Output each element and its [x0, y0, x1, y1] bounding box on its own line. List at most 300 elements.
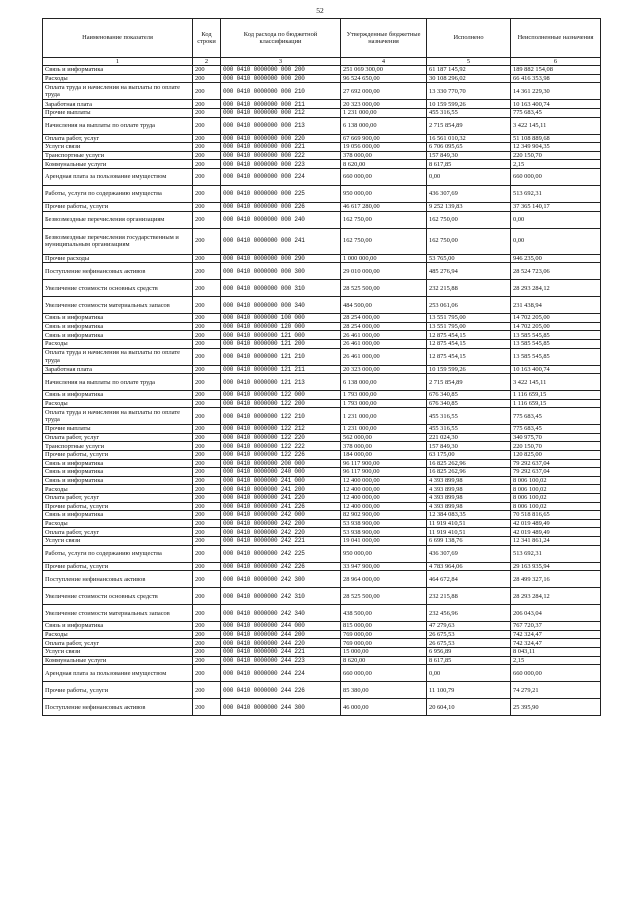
cell-expense-code: 000 0410 0000000 122 222	[221, 442, 341, 451]
table-row	[43, 339, 601, 348]
cell-line-code: 200	[193, 665, 221, 682]
cell-expense-code: 000 0410 0000000 121 210	[221, 348, 341, 365]
cell-line-code: 200	[193, 408, 221, 425]
cell-unexecuted-amount: 51 108 889,68	[511, 134, 601, 143]
cell-approved-amount: 26 461 000,00	[341, 348, 427, 365]
table-row	[43, 399, 601, 408]
cell-approved-amount: 438 500,00	[341, 605, 427, 622]
cell-expense-code: 000 0410 0000000 120 000	[221, 322, 341, 331]
cell-unexecuted-amount: 42 019 489,49	[511, 519, 601, 528]
cell-indicator-name: Оплата работ, услуг	[43, 433, 193, 442]
cell-approved-amount: 8 620,00	[341, 160, 427, 169]
cell-unexecuted-amount: 513 692,31	[511, 545, 601, 562]
cell-line-code: 200	[193, 468, 221, 477]
cell-expense-code: 000 0410 0000000 242 226	[221, 562, 341, 571]
cell-line-code: 200	[193, 108, 221, 117]
cell-executed-amount: 63 175,00	[427, 451, 511, 460]
cell-expense-code: 000 0410 0000000 000 213	[221, 117, 341, 134]
cell-line-code: 200	[193, 66, 221, 75]
cell-indicator-name: Арендная плата за пользование имуществом	[43, 168, 193, 185]
cell-unexecuted-amount: 220 150,70	[511, 442, 601, 451]
cell-line-code: 200	[193, 699, 221, 716]
cell-approved-amount: 85 380,00	[341, 682, 427, 699]
cell-unexecuted-amount: 742 324,47	[511, 639, 601, 648]
cell-approved-amount: 46 000,00	[341, 699, 427, 716]
cell-approved-amount: 19 056 000,00	[341, 143, 427, 152]
table-row	[43, 562, 601, 571]
table-row	[43, 502, 601, 511]
cell-expense-code: 000 0410 0000000 121 211	[221, 365, 341, 374]
table-row	[43, 211, 601, 228]
cell-executed-amount: 232 456,96	[427, 605, 511, 622]
cell-executed-amount: 676 340,85	[427, 399, 511, 408]
cell-indicator-name: Прочие работы, услуги	[43, 202, 193, 211]
cell-unexecuted-amount: 513 692,31	[511, 185, 601, 202]
table-row	[43, 365, 601, 374]
cell-line-code: 200	[193, 425, 221, 434]
cell-line-code: 200	[193, 348, 221, 365]
cell-unexecuted-amount: 29 163 935,94	[511, 562, 601, 571]
cell-indicator-name: Оплата работ, услуг	[43, 494, 193, 503]
cell-line-code: 200	[193, 622, 221, 631]
cell-indicator-name: Услуги связи	[43, 143, 193, 152]
cell-unexecuted-amount: 13 585 545,85	[511, 339, 601, 348]
cell-executed-amount: 157 849,30	[427, 442, 511, 451]
table-row	[43, 100, 601, 109]
cell-unexecuted-amount: 231 438,94	[511, 297, 601, 314]
cell-approved-amount: 53 938 900,00	[341, 519, 427, 528]
cell-expense-code: 000 0410 0000000 000 200	[221, 74, 341, 83]
cell-indicator-name: Прочие работы, услуги	[43, 451, 193, 460]
table-row	[43, 494, 601, 503]
cell-unexecuted-amount: 120 825,00	[511, 451, 601, 460]
cell-executed-amount: 4 393 899,98	[427, 476, 511, 485]
cell-unexecuted-amount: 79 292 637,04	[511, 468, 601, 477]
cell-approved-amount: 53 938 900,00	[341, 528, 427, 537]
cell-indicator-name: Расходы	[43, 339, 193, 348]
cell-executed-amount: 12 384 083,35	[427, 511, 511, 520]
cell-expense-code: 000 0410 0000000 000 200	[221, 66, 341, 75]
cell-executed-amount: 8 617,85	[427, 656, 511, 665]
cell-unexecuted-amount: 2,15	[511, 160, 601, 169]
table-body	[43, 66, 601, 716]
cell-executed-amount: 157 849,30	[427, 151, 511, 160]
cell-unexecuted-amount: 220 150,70	[511, 151, 601, 160]
cell-line-code: 200	[193, 160, 221, 169]
cell-line-code: 200	[193, 134, 221, 143]
cell-expense-code: 000 0410 0000000 244 200	[221, 630, 341, 639]
cell-executed-amount: 13 551 795,00	[427, 314, 511, 323]
column-number: 3	[221, 58, 341, 66]
cell-indicator-name: Увеличение стоимости материальных запасов	[43, 297, 193, 314]
cell-indicator-name: Связь и информатика	[43, 468, 193, 477]
cell-line-code: 200	[193, 476, 221, 485]
cell-approved-amount: 12 400 000,00	[341, 502, 427, 511]
cell-indicator-name: Прочие работы, услуги	[43, 502, 193, 511]
table-row	[43, 374, 601, 391]
cell-approved-amount: 19 041 000,00	[341, 537, 427, 546]
cell-indicator-name: Поступление нефинансовых активов	[43, 699, 193, 716]
cell-indicator-name: Прочие выплаты	[43, 108, 193, 117]
table-row	[43, 185, 601, 202]
table-row	[43, 254, 601, 263]
cell-approved-amount: 1 231 000,00	[341, 408, 427, 425]
cell-unexecuted-amount: 42 019 489,49	[511, 528, 601, 537]
cell-line-code: 200	[193, 545, 221, 562]
table-row	[43, 322, 601, 331]
table-row	[43, 485, 601, 494]
table-row	[43, 665, 601, 682]
header-executed: Исполнено	[427, 19, 511, 58]
cell-unexecuted-amount: 660 000,00	[511, 168, 601, 185]
cell-indicator-name: Оплата работ, услуг	[43, 639, 193, 648]
cell-line-code: 200	[193, 494, 221, 503]
cell-executed-amount: 6 699 138,76	[427, 537, 511, 546]
cell-unexecuted-amount: 10 163 400,74	[511, 365, 601, 374]
cell-line-code: 200	[193, 263, 221, 280]
budget-execution-table	[42, 18, 601, 716]
cell-unexecuted-amount: 2,15	[511, 656, 601, 665]
cell-unexecuted-amount: 742 324,47	[511, 630, 601, 639]
table-row	[43, 314, 601, 323]
cell-executed-amount: 26 675,53	[427, 639, 511, 648]
cell-indicator-name: Прочие выплаты	[43, 425, 193, 434]
cell-line-code: 200	[193, 391, 221, 400]
cell-approved-amount: 96 117 900,00	[341, 459, 427, 468]
cell-unexecuted-amount: 10 163 400,74	[511, 100, 601, 109]
cell-expense-code: 000 0410 0000000 122 210	[221, 408, 341, 425]
cell-executed-amount: 436 307,69	[427, 545, 511, 562]
cell-expense-code: 000 0410 0000000 241 220	[221, 494, 341, 503]
header-approved: Утвержденные бюджетные назначения	[341, 19, 427, 58]
cell-indicator-name: Связь и информатика	[43, 476, 193, 485]
cell-approved-amount: 46 617 280,00	[341, 202, 427, 211]
cell-unexecuted-amount: 0,00	[511, 228, 601, 254]
table-row	[43, 459, 601, 468]
cell-approved-amount: 6 138 000,00	[341, 374, 427, 391]
cell-executed-amount: 10 159 599,26	[427, 100, 511, 109]
cell-approved-amount: 950 000,00	[341, 185, 427, 202]
cell-expense-code: 000 0410 0000000 242 200	[221, 519, 341, 528]
cell-expense-code: 000 0410 0000000 241 200	[221, 485, 341, 494]
cell-line-code: 200	[193, 451, 221, 460]
cell-executed-amount: 4 393 899,98	[427, 502, 511, 511]
cell-executed-amount: 485 276,94	[427, 263, 511, 280]
cell-line-code: 200	[193, 656, 221, 665]
table-row	[43, 74, 601, 83]
cell-line-code: 200	[193, 682, 221, 699]
table-row	[43, 228, 601, 254]
cell-approved-amount: 28 254 000,00	[341, 322, 427, 331]
cell-executed-amount: 0,00	[427, 168, 511, 185]
cell-unexecuted-amount: 3 422 145,11	[511, 374, 601, 391]
cell-unexecuted-amount: 28 293 284,12	[511, 588, 601, 605]
cell-line-code: 200	[193, 459, 221, 468]
cell-approved-amount: 378 000,00	[341, 442, 427, 451]
header-row	[43, 19, 601, 58]
column-number: 4	[341, 58, 427, 66]
cell-approved-amount: 660 000,00	[341, 665, 427, 682]
cell-executed-amount: 12 875 454,15	[427, 348, 511, 365]
cell-executed-amount: 16 561 010,32	[427, 134, 511, 143]
cell-indicator-name: Услуги связи	[43, 537, 193, 546]
cell-unexecuted-amount: 79 292 637,04	[511, 459, 601, 468]
cell-expense-code: 000 0410 0000000 244 223	[221, 656, 341, 665]
cell-line-code: 200	[193, 442, 221, 451]
cell-executed-amount: 455 316,55	[427, 108, 511, 117]
cell-approved-amount: 162 750,00	[341, 211, 427, 228]
cell-indicator-name: Арендная плата за пользование имуществом	[43, 665, 193, 682]
cell-expense-code: 000 0410 0000000 000 225	[221, 185, 341, 202]
cell-unexecuted-amount: 70 518 816,65	[511, 511, 601, 520]
cell-approved-amount: 1 000 000,00	[341, 254, 427, 263]
cell-line-code: 200	[193, 639, 221, 648]
cell-indicator-name: Заработная плата	[43, 365, 193, 374]
cell-executed-amount: 11 919 410,51	[427, 528, 511, 537]
cell-line-code: 200	[193, 254, 221, 263]
column-number: 2	[193, 58, 221, 66]
cell-expense-code: 000 0410 0000000 000 212	[221, 108, 341, 117]
table-row	[43, 408, 601, 425]
cell-expense-code: 000 0410 0000000 122 220	[221, 433, 341, 442]
cell-indicator-name: Безвозмездные перечисления государственным и муниципальным организациям	[43, 228, 193, 254]
cell-indicator-name: Работы, услуги по содержанию имущества	[43, 545, 193, 562]
cell-expense-code: 000 0410 0000000 121 213	[221, 374, 341, 391]
cell-line-code: 200	[193, 228, 221, 254]
cell-executed-amount: 20 604,10	[427, 699, 511, 716]
cell-indicator-name: Связь и информатика	[43, 322, 193, 331]
cell-expense-code: 000 0410 0000000 244 221	[221, 647, 341, 656]
cell-indicator-name: Оплата работ, услуг	[43, 134, 193, 143]
cell-unexecuted-amount: 14 361 229,30	[511, 83, 601, 100]
cell-executed-amount: 61 187 145,92	[427, 66, 511, 75]
table-row	[43, 160, 601, 169]
cell-line-code: 200	[193, 399, 221, 408]
cell-unexecuted-amount: 946 235,00	[511, 254, 601, 263]
cell-unexecuted-amount: 8 006 100,02	[511, 485, 601, 494]
cell-indicator-name: Услуги связи	[43, 647, 193, 656]
table-row	[43, 331, 601, 340]
cell-line-code: 200	[193, 151, 221, 160]
header-expense-code: Код расхода по бюджетной классификации	[221, 19, 341, 58]
cell-line-code: 200	[193, 314, 221, 323]
cell-indicator-name: Прочие работы, услуги	[43, 682, 193, 699]
cell-unexecuted-amount: 13 585 545,85	[511, 348, 601, 365]
cell-indicator-name: Поступление нефинансовых активов	[43, 263, 193, 280]
cell-executed-amount: 464 672,84	[427, 571, 511, 588]
cell-line-code: 200	[193, 647, 221, 656]
cell-line-code: 200	[193, 100, 221, 109]
cell-expense-code: 000 0410 0000000 241 000	[221, 476, 341, 485]
cell-approved-amount: 6 138 000,00	[341, 117, 427, 134]
cell-unexecuted-amount: 189 882 154,08	[511, 66, 601, 75]
cell-expense-code: 000 0410 0000000 242 310	[221, 588, 341, 605]
cell-executed-amount: 12 875 454,15	[427, 339, 511, 348]
cell-approved-amount: 27 692 000,00	[341, 83, 427, 100]
cell-line-code: 200	[193, 322, 221, 331]
cell-unexecuted-amount: 3 422 145,11	[511, 117, 601, 134]
cell-approved-amount: 15 000,00	[341, 647, 427, 656]
cell-expense-code: 000 0410 0000000 241 226	[221, 502, 341, 511]
cell-indicator-name: Связь и информатика	[43, 314, 193, 323]
cell-expense-code: 000 0410 0000000 240 000	[221, 468, 341, 477]
cell-unexecuted-amount: 14 702 205,00	[511, 314, 601, 323]
cell-executed-amount: 53 765,00	[427, 254, 511, 263]
table-row	[43, 571, 601, 588]
cell-line-code: 200	[193, 562, 221, 571]
cell-indicator-name: Прочие расходы	[43, 254, 193, 263]
table-row	[43, 134, 601, 143]
column-number-row	[43, 58, 601, 66]
cell-approved-amount: 12 400 000,00	[341, 494, 427, 503]
cell-expense-code: 000 0410 0000000 242 225	[221, 545, 341, 562]
cell-indicator-name: Коммунальные услуги	[43, 160, 193, 169]
cell-unexecuted-amount: 8 043,11	[511, 647, 601, 656]
cell-line-code: 200	[193, 605, 221, 622]
cell-indicator-name: Увеличение стоимости основных средств	[43, 588, 193, 605]
cell-executed-amount: 2 715 854,89	[427, 374, 511, 391]
cell-expense-code: 000 0410 0000000 000 300	[221, 263, 341, 280]
cell-executed-amount: 221 024,30	[427, 433, 511, 442]
cell-executed-amount: 26 675,53	[427, 630, 511, 639]
cell-unexecuted-amount: 767 720,37	[511, 622, 601, 631]
cell-unexecuted-amount: 37 365 140,17	[511, 202, 601, 211]
cell-line-code: 200	[193, 168, 221, 185]
cell-line-code: 200	[193, 331, 221, 340]
cell-line-code: 200	[193, 297, 221, 314]
cell-executed-amount: 455 316,55	[427, 408, 511, 425]
cell-expense-code: 000 0410 0000000 000 223	[221, 160, 341, 169]
cell-approved-amount: 769 000,00	[341, 639, 427, 648]
cell-unexecuted-amount: 28 524 723,06	[511, 263, 601, 280]
cell-line-code: 200	[193, 433, 221, 442]
cell-unexecuted-amount: 74 279,21	[511, 682, 601, 699]
cell-unexecuted-amount: 775 683,45	[511, 108, 601, 117]
cell-indicator-name: Связь и информатика	[43, 622, 193, 631]
cell-approved-amount: 20 323 000,00	[341, 100, 427, 109]
cell-indicator-name: Начисления на выплаты по оплате труда	[43, 117, 193, 134]
cell-unexecuted-amount: 775 683,45	[511, 425, 601, 434]
table-row	[43, 108, 601, 117]
cell-approved-amount: 82 902 900,00	[341, 511, 427, 520]
cell-line-code: 200	[193, 83, 221, 100]
cell-expense-code: 000 0410 0000000 000 340	[221, 297, 341, 314]
table-row	[43, 117, 601, 134]
cell-expense-code: 000 0410 0000000 244 224	[221, 665, 341, 682]
cell-executed-amount: 455 316,55	[427, 425, 511, 434]
cell-line-code: 200	[193, 202, 221, 211]
cell-approved-amount: 26 461 000,00	[341, 339, 427, 348]
cell-unexecuted-amount: 14 702 205,00	[511, 322, 601, 331]
cell-unexecuted-amount: 25 395,90	[511, 699, 601, 716]
table-row	[43, 699, 601, 716]
cell-indicator-name: Прочие работы, услуги	[43, 562, 193, 571]
cell-approved-amount: 12 400 000,00	[341, 476, 427, 485]
cell-indicator-name: Расходы	[43, 399, 193, 408]
cell-line-code: 200	[193, 519, 221, 528]
cell-approved-amount: 184 000,00	[341, 451, 427, 460]
cell-approved-amount: 562 000,00	[341, 433, 427, 442]
cell-approved-amount: 28 525 500,00	[341, 280, 427, 297]
cell-line-code: 200	[193, 143, 221, 152]
cell-unexecuted-amount: 66 416 353,98	[511, 74, 601, 83]
cell-expense-code: 000 0410 0000000 242 340	[221, 605, 341, 622]
cell-indicator-name: Транспортные услуги	[43, 151, 193, 160]
cell-line-code: 200	[193, 74, 221, 83]
cell-executed-amount: 16 825 262,96	[427, 468, 511, 477]
cell-line-code: 200	[193, 280, 221, 297]
cell-executed-amount: 4 393 899,98	[427, 494, 511, 503]
cell-expense-code: 000 0410 0000000 121 200	[221, 339, 341, 348]
table-row	[43, 545, 601, 562]
cell-line-code: 200	[193, 365, 221, 374]
cell-executed-amount: 0,00	[427, 665, 511, 682]
table-row	[43, 528, 601, 537]
cell-expense-code: 000 0410 0000000 122 212	[221, 425, 341, 434]
table-row	[43, 297, 601, 314]
cell-approved-amount: 28 525 500,00	[341, 588, 427, 605]
cell-indicator-name: Расходы	[43, 485, 193, 494]
cell-indicator-name: Заработная плата	[43, 100, 193, 109]
cell-indicator-name: Увеличение стоимости материальных запасов	[43, 605, 193, 622]
cell-approved-amount: 950 000,00	[341, 545, 427, 562]
header-unexecuted: Неисполненные назначения	[511, 19, 601, 58]
cell-executed-amount: 253 061,06	[427, 297, 511, 314]
cell-expense-code: 000 0410 0000000 000 241	[221, 228, 341, 254]
cell-executed-amount: 13 551 795,00	[427, 322, 511, 331]
cell-executed-amount: 2 715 854,89	[427, 117, 511, 134]
cell-approved-amount: 8 620,00	[341, 656, 427, 665]
cell-expense-code: 000 0410 0000000 122 200	[221, 399, 341, 408]
cell-unexecuted-amount: 28 499 327,16	[511, 571, 601, 588]
cell-indicator-name: Оплата труда и начисления на выплаты по оплате труда	[43, 348, 193, 365]
cell-expense-code: 000 0410 0000000 000 310	[221, 280, 341, 297]
table-row	[43, 537, 601, 546]
cell-approved-amount: 28 964 000,00	[341, 571, 427, 588]
cell-line-code: 200	[193, 374, 221, 391]
cell-expense-code: 000 0410 0000000 244 300	[221, 699, 341, 716]
cell-indicator-name: Транспортные услуги	[43, 442, 193, 451]
table-row	[43, 143, 601, 152]
cell-line-code: 200	[193, 339, 221, 348]
cell-executed-amount: 30 108 296,02	[427, 74, 511, 83]
table-row	[43, 476, 601, 485]
cell-approved-amount: 815 000,00	[341, 622, 427, 631]
cell-executed-amount: 436 307,69	[427, 185, 511, 202]
cell-indicator-name: Коммунальные услуги	[43, 656, 193, 665]
cell-line-code: 200	[193, 630, 221, 639]
table-row	[43, 442, 601, 451]
cell-executed-amount: 6 706 095,65	[427, 143, 511, 152]
cell-executed-amount: 676 340,85	[427, 391, 511, 400]
cell-indicator-name: Связь и информатика	[43, 459, 193, 468]
cell-executed-amount: 162 750,00	[427, 211, 511, 228]
cell-unexecuted-amount: 12 341 861,24	[511, 537, 601, 546]
cell-unexecuted-amount: 660 000,00	[511, 665, 601, 682]
cell-approved-amount: 1 793 000,00	[341, 399, 427, 408]
cell-indicator-name: Безвозмездные перечисления организациям	[43, 211, 193, 228]
cell-line-code: 200	[193, 571, 221, 588]
table-row	[43, 622, 601, 631]
cell-unexecuted-amount: 1 116 659,15	[511, 399, 601, 408]
table-row	[43, 451, 601, 460]
table-row	[43, 425, 601, 434]
cell-line-code: 200	[193, 528, 221, 537]
cell-unexecuted-amount: 206 043,04	[511, 605, 601, 622]
table-row	[43, 682, 601, 699]
cell-expense-code: 000 0410 0000000 000 224	[221, 168, 341, 185]
cell-indicator-name: Связь и информатика	[43, 511, 193, 520]
